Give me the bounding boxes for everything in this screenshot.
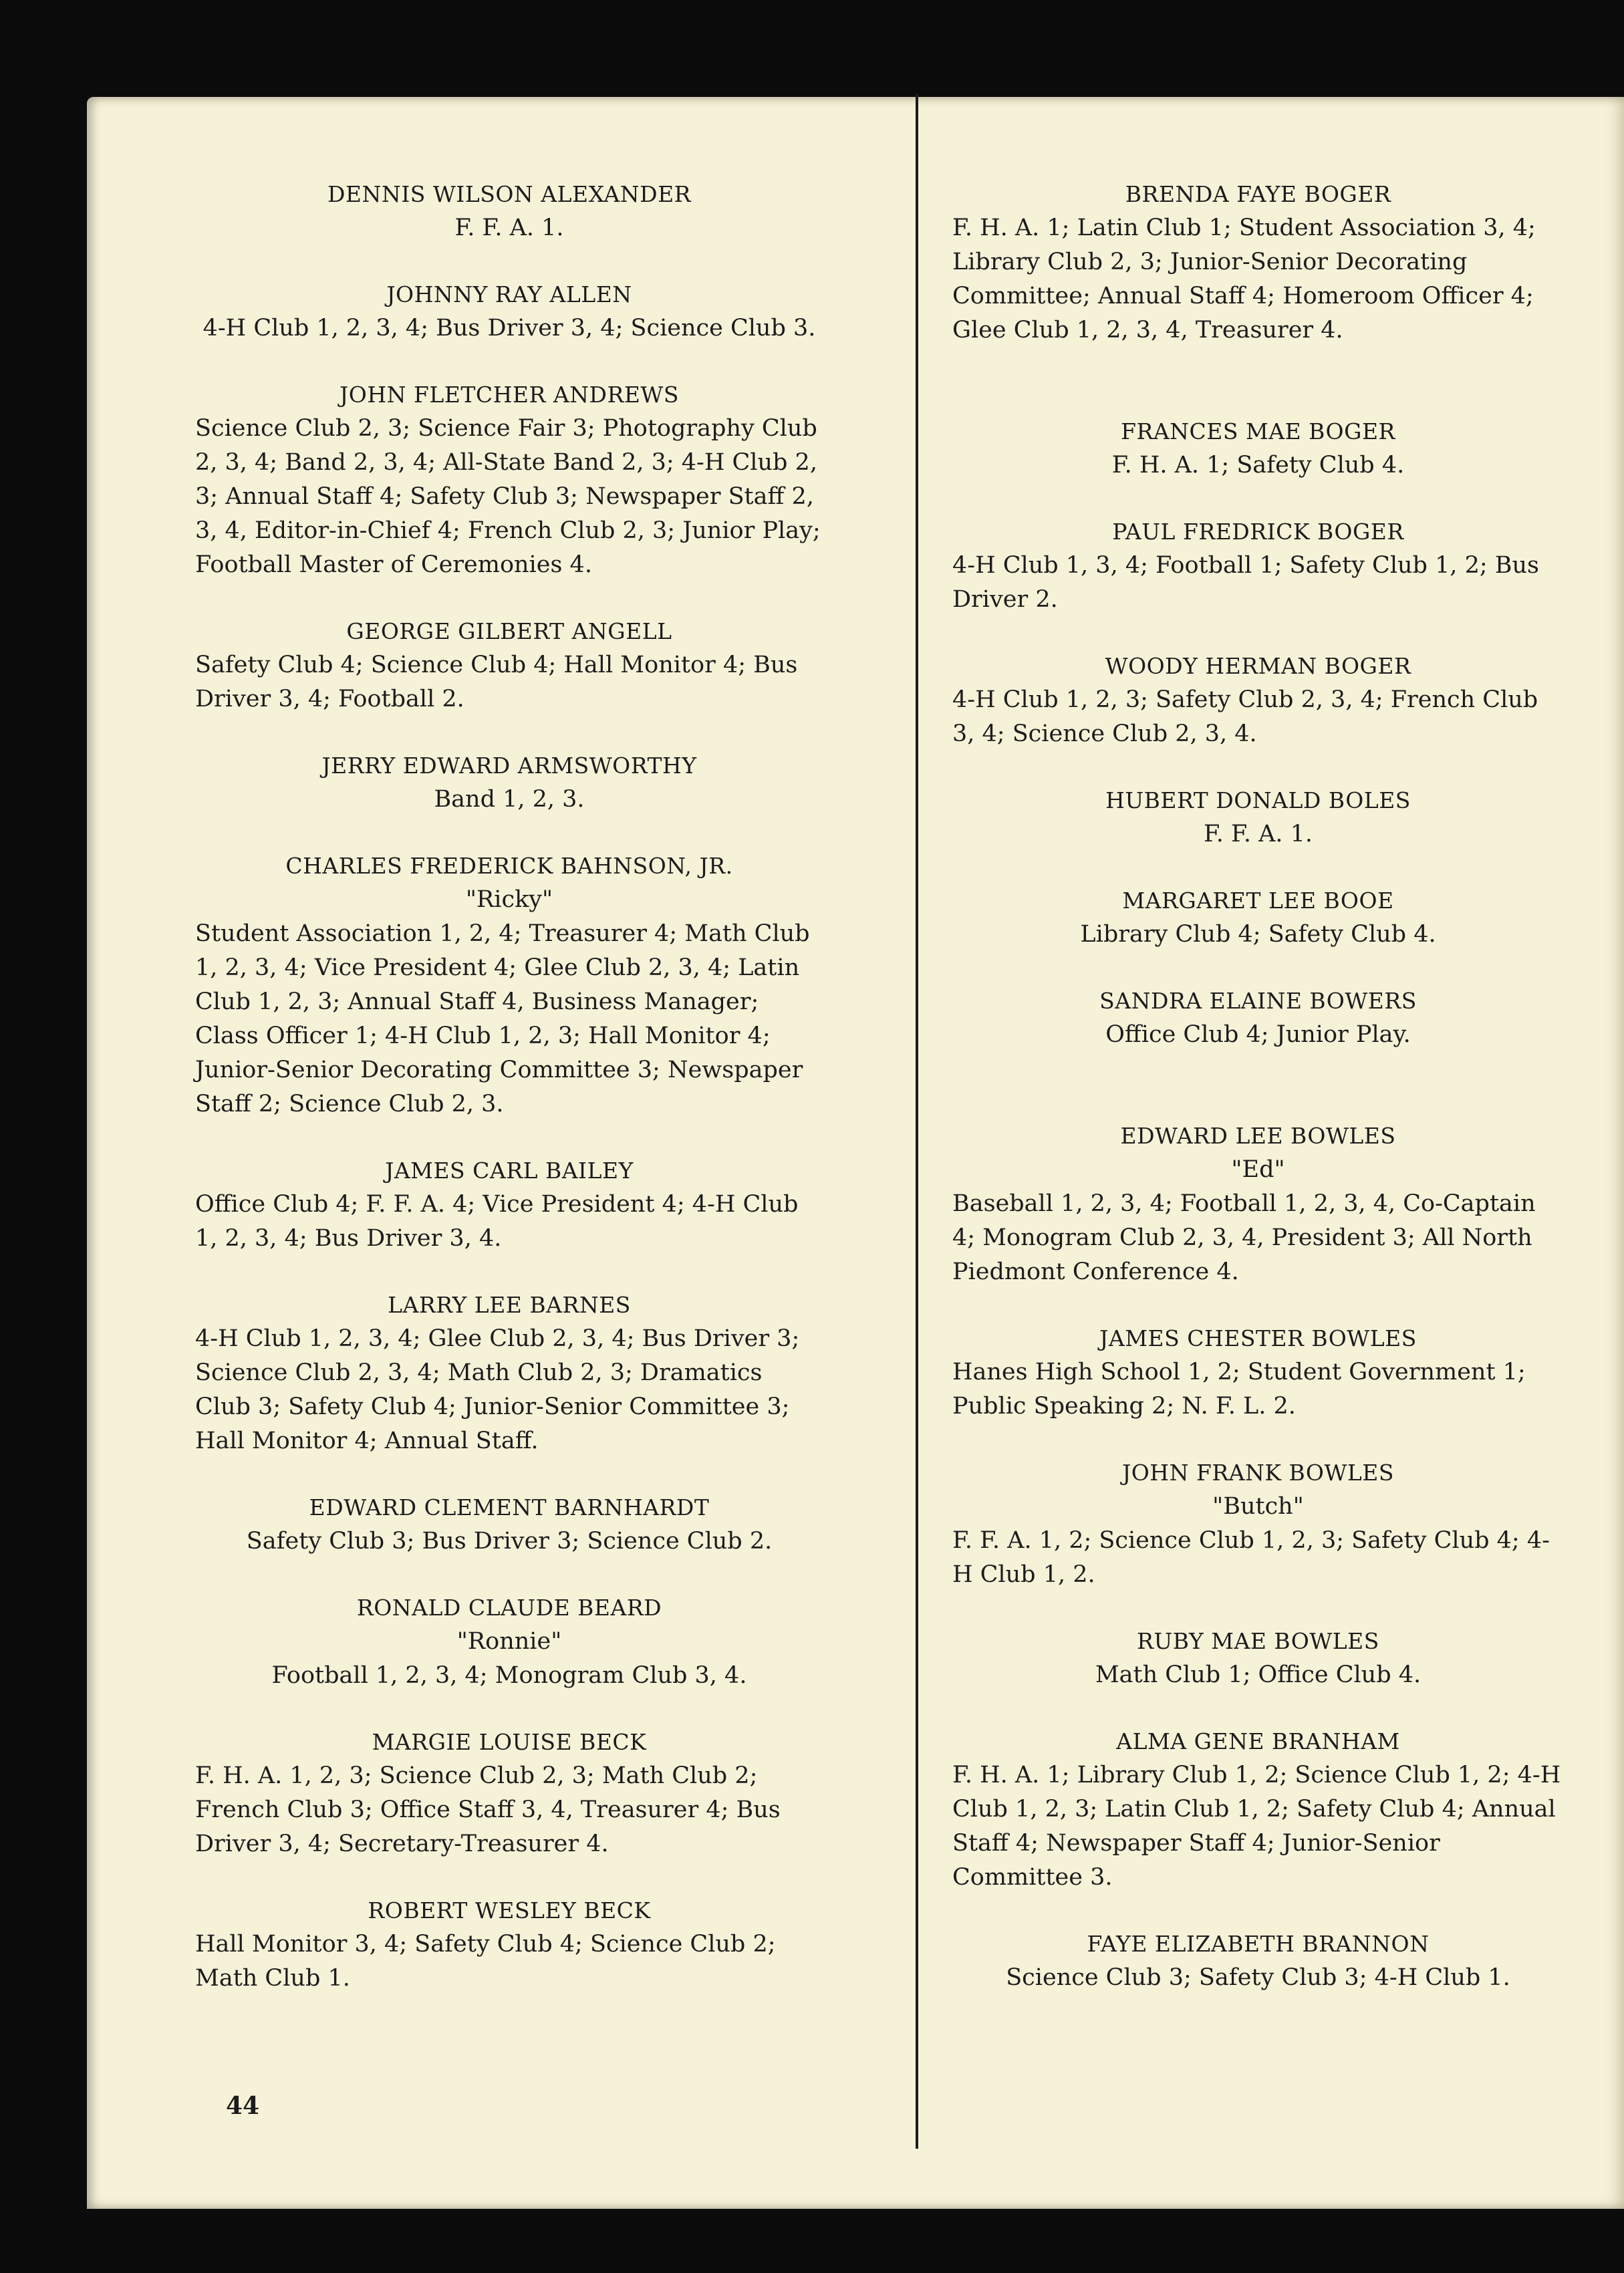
senior-name: JOHNNY RAY ALLEN <box>386 281 632 307</box>
senior-activities: Baseball 1, 2, 3, 4; Football 1, 2, 3, 4, Co-Captain 4; Monogram Club 2, 3, 4, President 3; All North Piedmont Conference 4. <box>952 1190 1536 1285</box>
senior-name: DENNIS WILSON ALEXANDER <box>327 181 692 207</box>
senior-activities: Safety Club 3; Bus Driver 3; Science Club 2. <box>246 1528 773 1555</box>
right-column <box>952 177 1564 1995</box>
senior-name: MARGIE LOUISE BECK <box>372 1729 647 1755</box>
senior-entry <box>952 984 1564 1052</box>
senior-activities: Safety Club 4; Science Club 4; Hall Monitor 4; Bus Driver 3, 4; Football 2. <box>195 652 798 712</box>
senior-activities: F. H. A. 1; Library Club 1, 2; Science Club 1, 2; 4-H Club 1, 2, 3; Latin Club 1, 2; Safety Club 4; Annual Staff 4; Newspaper Staff 4; Junior-Senior Committee 3. <box>952 1762 1561 1891</box>
senior-name: ROBERT WESLEY BECK <box>368 1897 651 1923</box>
senior-name: SANDRA ELAINE BOWERS <box>1099 988 1417 1014</box>
senior-activities: 4-H Club 1, 2, 3, 4; Bus Driver 3, 4; Science Club 3. <box>202 315 816 342</box>
senior-name: JERRY EDWARD ARMSWORTHY <box>321 753 697 779</box>
senior-name: JOHN FRANK BOWLES <box>1122 1460 1394 1486</box>
senior-name: BRENDA FAYE BOGER <box>1125 181 1391 207</box>
senior-name: JOHN FLETCHER ANDREWS <box>340 382 679 408</box>
senior-activities: F. H. A. 1; Latin Club 1; Student Association 3, 4; Library Club 2, 3; Junior-Senior Decorating Committee; Annual Staff 4; Homeroom Officer 4; Glee Club 1, 2, 3, 4, Treasurer 4. <box>952 215 1536 344</box>
senior-activities: F. H. A. 1, 2, 3; Science Club 2, 3; Math Club 2; French Club 3; Office Staff 3, 4, Treasurer 4; Bus Driver 3, 4; Secretary-Treasurer 4. <box>195 1762 781 1857</box>
senior-entry <box>952 1624 1564 1692</box>
senior-entry <box>952 649 1564 751</box>
senior-activities: Library Club 4; Safety Club 4. <box>1080 921 1436 948</box>
senior-name: EDWARD LEE BOWLES <box>1120 1123 1396 1149</box>
senior-entry <box>195 1288 823 1458</box>
senior-entry <box>195 1490 823 1559</box>
senior-entry <box>195 749 823 817</box>
senior-entry <box>195 849 823 1121</box>
senior-activities: Student Association 1, 2, 4; Treasurer 4; Math Club 1, 2, 3, 4; Vice President 4; Glee Club 2, 3, 4; Latin Club 1, 2, 3; Annual Staff 4, Business Manager; Class Officer 1; 4-H Club 1, 2, 3; Hall Monitor 4; Junior-Senior Decorating Committee 3; Newspaper Staff 2; Science Club 2, 3. <box>195 920 810 1117</box>
senior-entry <box>952 1456 1564 1592</box>
senior-entry <box>195 277 823 346</box>
senior-name: HUBERT DONALD BOLES <box>1105 787 1411 813</box>
senior-activities: F. F. A. 1. <box>1203 821 1313 847</box>
senior-entry <box>195 1154 823 1256</box>
senior-nickname: "Ricky" <box>465 886 553 913</box>
senior-activities: Office Club 4; F. F. A. 4; Vice President 4; 4-H Club 1, 2, 3, 4; Bus Driver 3, 4. <box>195 1191 799 1252</box>
senior-entry <box>195 1893 823 1996</box>
senior-activities: Science Club 2, 3; Science Fair 3; Photography Club 2, 3, 4; Band 2, 3, 4; All-State Band 2, 3; 4-H Club 2, 3; Annual Staff 4; Safety Club 3; Newspaper Staff 2, 3, 4, Editor-in-Chief 4; French Club 2, 3; Junior Play; Football Master of Ceremonies 4. <box>195 415 821 578</box>
senior-entry <box>952 1927 1564 1995</box>
senior-name: ALMA GENE BRANHAM <box>1116 1728 1400 1754</box>
senior-name: EDWARD CLEMENT BARNHARDT <box>309 1494 710 1520</box>
senior-entry <box>952 884 1564 952</box>
senior-entry <box>952 783 1564 851</box>
column-divider <box>916 94 918 2149</box>
left-column <box>195 177 823 1996</box>
senior-name: JAMES CHESTER BOWLES <box>1099 1325 1417 1351</box>
senior-name: WOODY HERMAN BOGER <box>1105 653 1411 679</box>
senior-activities: Science Club 3; Safety Club 3; 4-H Club 1. <box>1006 1964 1510 1991</box>
senior-name: GEORGE GILBERT ANGELL <box>346 618 672 644</box>
senior-activities: 4-H Club 1, 2, 3, 4; Glee Club 2, 3, 4; Bus Driver 3; Science Club 2, 3, 4; Math Club 2, 3; Dramatics Club 3; Safety Club 4; Junior-Senior Committee 3; Hall Monitor 4; Annual Staff. <box>195 1325 800 1454</box>
senior-entry <box>952 414 1564 483</box>
senior-activities: 4-H Club 1, 3, 4; Football 1; Safety Club 1, 2; Bus Driver 2. <box>952 552 1540 613</box>
senior-activities: Hanes High School 1, 2; Student Government 1; Public Speaking 2; N. F. L. 2. <box>952 1359 1526 1420</box>
senior-nickname: "Ronnie" <box>456 1628 562 1655</box>
senior-entry <box>952 1724 1564 1895</box>
senior-name: RUBY MAE BOWLES <box>1137 1628 1379 1654</box>
senior-activities: F. F. A. 1. <box>454 215 564 241</box>
senior-entry <box>195 614 823 716</box>
senior-activities: F. H. A. 1; Safety Club 4. <box>1111 452 1405 479</box>
senior-name: LARRY LEE BARNES <box>388 1292 631 1318</box>
senior-activities: Hall Monitor 3, 4; Safety Club 4; Science Club 2; Math Club 1. <box>195 1931 776 1992</box>
senior-name: RONALD CLAUDE BEARD <box>356 1595 662 1621</box>
senior-entry <box>195 1725 823 1861</box>
senior-activities: Math Club 1; Office Club 4. <box>1095 1661 1422 1688</box>
senior-entry <box>952 1119 1564 1289</box>
senior-name: FRANCES MAE BOGER <box>1121 418 1395 444</box>
senior-entry <box>195 378 823 582</box>
senior-name: CHARLES FREDERICK BAHNSON, JR. <box>285 853 733 879</box>
senior-entry <box>952 1321 1564 1424</box>
senior-activities: 4-H Club 1, 2, 3; Safety Club 2, 3, 4; French Club 3, 4; Science Club 2, 3, 4. <box>952 686 1538 747</box>
senior-name: PAUL FREDRICK BOGER <box>1112 519 1404 545</box>
senior-activities: Football 1, 2, 3, 4; Monogram Club 3, 4. <box>271 1662 747 1689</box>
senior-activities: Band 1, 2, 3. <box>434 786 585 813</box>
senior-nickname: "Butch" <box>1212 1493 1304 1520</box>
senior-entry <box>195 1591 823 1693</box>
senior-name: MARGARET LEE BOOE <box>1122 888 1394 914</box>
senior-nickname: "Ed" <box>1231 1156 1285 1183</box>
senior-entry <box>952 515 1564 617</box>
page-number: 44 <box>226 2092 260 2120</box>
senior-name: FAYE ELIZABETH BRANNON <box>1087 1931 1430 1957</box>
senior-activities: Office Club 4; Junior Play. <box>1105 1021 1411 1048</box>
senior-activities: F. F. A. 1, 2; Science Club 1, 2, 3; Safety Club 4; 4-H Club 1, 2. <box>952 1527 1550 1588</box>
senior-name: JAMES CARL BAILEY <box>385 1158 634 1184</box>
senior-entry <box>952 177 1564 348</box>
senior-entry <box>195 177 823 245</box>
